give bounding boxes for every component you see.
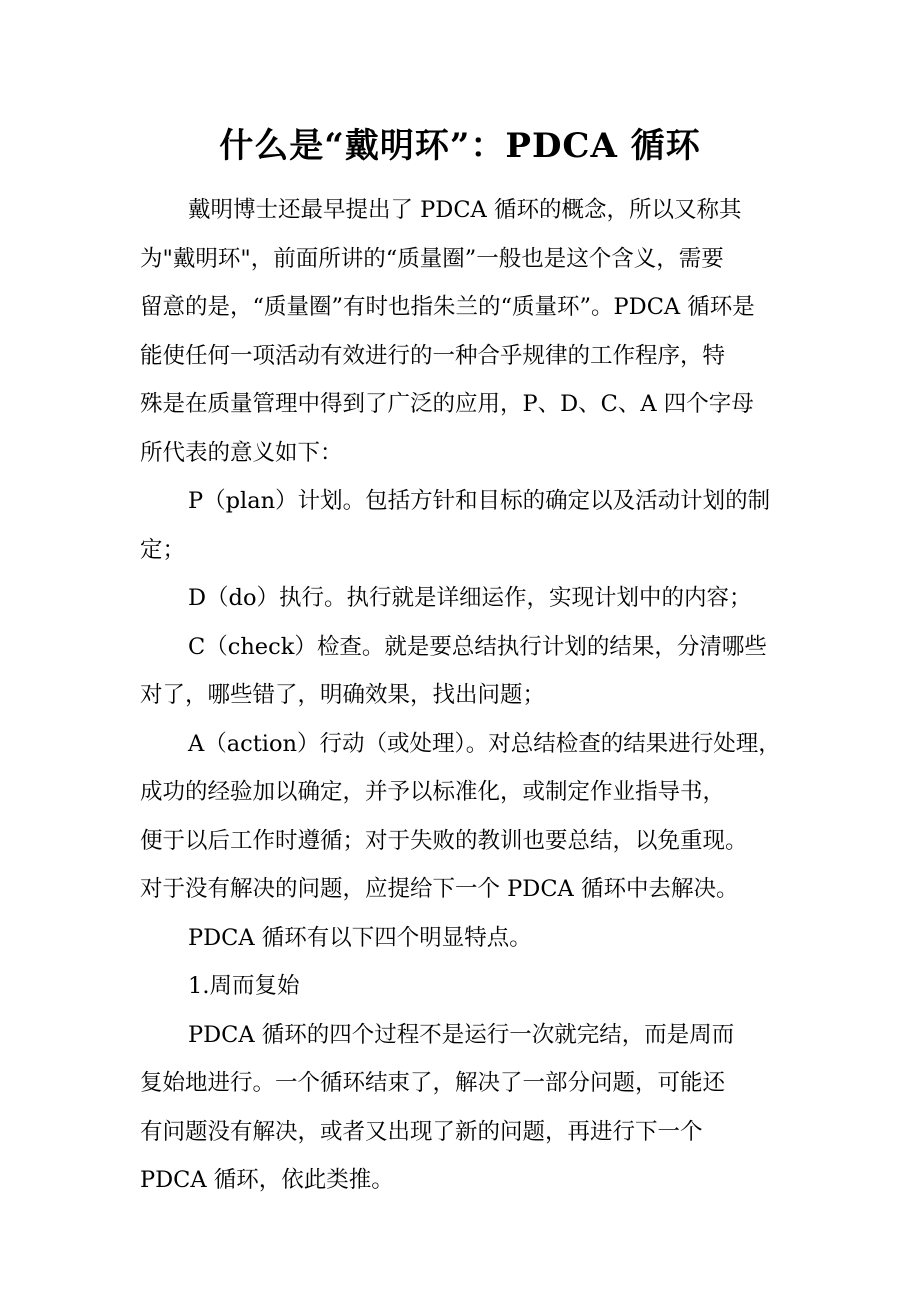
body-line: 定；: [140, 536, 186, 563]
body-line: PDCA 循环，依此类推。: [140, 1167, 394, 1193]
body-line: PDCA 循环的四个过程不是运行一次就完结，而是周而: [188, 1021, 735, 1048]
body-line: 成功的经验加以确定，并予以标准化，或制定作业指导书，: [140, 779, 726, 805]
body-line: PDCA 循环有以下四个明显特点。: [188, 924, 532, 951]
body-line: 所代表的意义如下：: [140, 439, 343, 466]
body-line: 对了，哪些错了，明确效果，找出问题；: [140, 682, 546, 708]
body-line: 戴明博士还最早提出了 PDCA 循环的概念，所以又称其: [188, 197, 742, 223]
body-line: D（do）执行。执行就是详细运作，实现计划中的内容；: [188, 585, 752, 611]
body-line: 有问题没有解决，或者又出现了新的问题，再进行下一个: [140, 1118, 703, 1145]
body-line: P（plan）计划。包括方针和目标的确定以及活动计划的制: [188, 488, 771, 514]
document-title: 什么是“戴明环”：PDCA 循环: [219, 126, 701, 166]
body-line: 复始地进行。一个循环结束了，解决了一部分问题，可能还: [140, 1070, 726, 1096]
body-line: 为"戴明环"，前面所讲的“质量圈”一般也是这个含义，需要: [140, 245, 724, 272]
body-line: A（action）行动（或处理）。对总结检查的结果进行处理，: [188, 730, 781, 757]
body-line: 能使任何一项活动有效进行的一种合乎规律的工作程序，特: [140, 342, 726, 369]
body-line: 留意的是，“质量圈”有时也指朱兰的“质量环”。PDCA 循环是: [140, 294, 755, 320]
body-line: 便于以后工作时遵循；对于失败的教训也要总结，以免重现。: [140, 827, 748, 854]
body-line: 1.周而复始: [188, 973, 300, 999]
body-line: 对于没有解决的问题，应提给下一个 PDCA 循环中去解决。: [140, 876, 739, 902]
document-body: [140, 186, 784, 1205]
body-line: C（check）检查。就是要总结执行计划的结果，分清哪些: [188, 633, 767, 660]
body-line: 殊是在质量管理中得到了广泛的应用，P、D、C、A 四个字母: [140, 391, 754, 417]
